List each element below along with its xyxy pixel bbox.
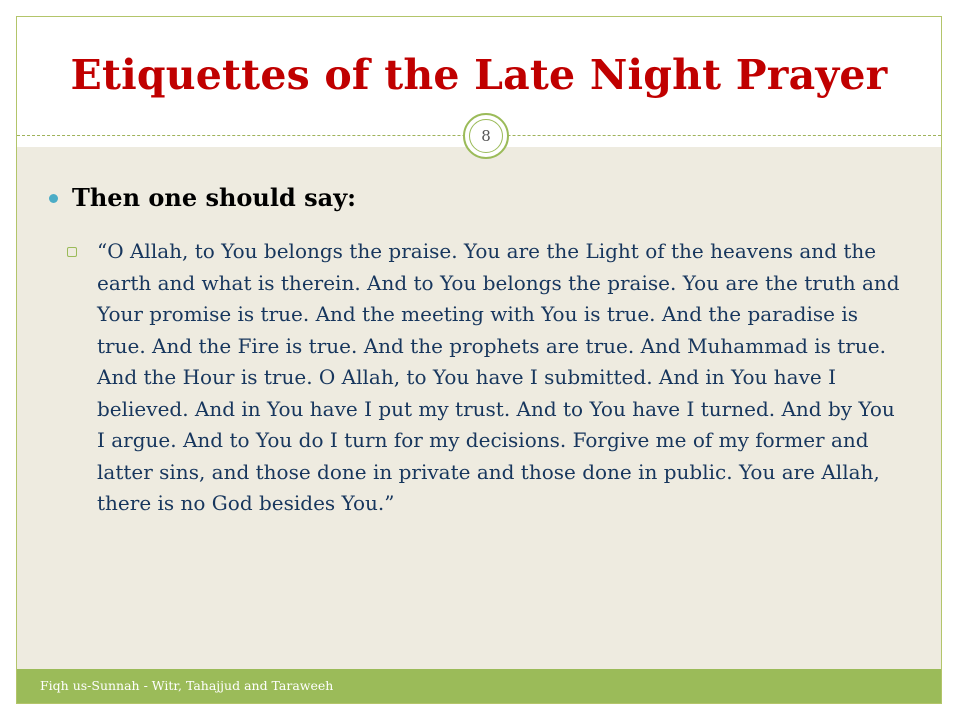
slide-title: Etiquettes of the Late Night Prayer (70, 51, 888, 99)
slide-frame (16, 16, 942, 704)
bullet-level1 (49, 184, 919, 213)
bullet-level2 (67, 236, 907, 520)
dot-bullet-icon (49, 194, 58, 203)
page-number: 8 (469, 119, 503, 153)
bullet-level2-text: “O Allah, to You belongs the praise. You are the Light of the heavens and the earth and what is therein. And to You belongs the praise. You are the truth and Your promise is true. And the meeting with You is true. And the paradise is true. And the Fire is true. And the prophets are true. And Muhammad is true. And the Hour is true. O Allah, to You have I submitted. And in You have I believed. And in You have I put my trust. And to You have I turned. And by You I argue. And to You do I turn for my decisions. Forgive me of my former and latter sins, and those done in private and those done in public. You are Allah, there is no God besides You.” (97, 239, 900, 515)
square-bullet-icon (67, 247, 77, 257)
footer-text: Fiqh us-Sunnah - Witr, Tahajjud and Taraweeh (40, 678, 334, 693)
footer-bar (17, 669, 941, 703)
page-number-badge (463, 113, 509, 159)
bullet-level1-text: Then one should say: (72, 183, 357, 212)
